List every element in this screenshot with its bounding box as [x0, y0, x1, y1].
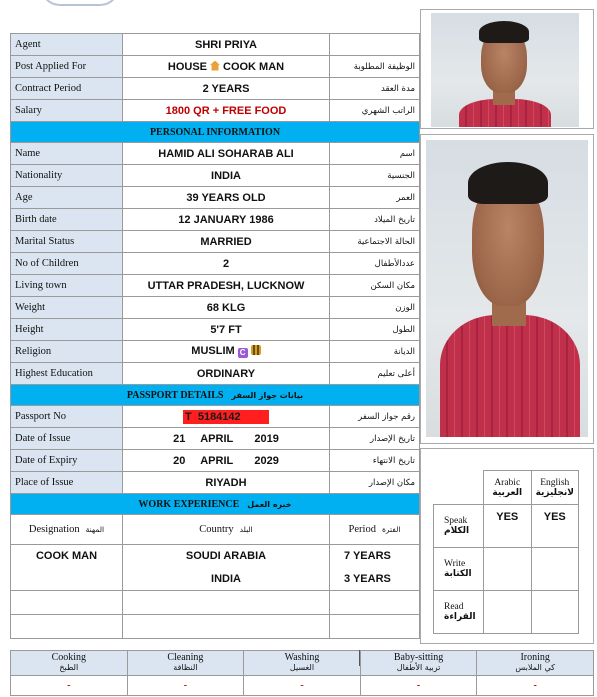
field-label: Contract Period [11, 78, 123, 100]
arabic-level: YES [484, 505, 532, 548]
skill-en: Write [444, 559, 466, 569]
passport-number: T 5184142 [183, 410, 269, 424]
passport-row [11, 472, 420, 494]
field-label-ar: الديانة [330, 341, 420, 363]
skill-name [11, 651, 128, 676]
field-value-text: HAMID ALI SOHARAB ALI [158, 147, 294, 160]
field-value-text: 5'7 FT [210, 323, 242, 336]
work-period: 7 YEARS [330, 545, 420, 568]
personal-rows [11, 143, 420, 385]
field-value [123, 165, 330, 187]
language-rows [434, 505, 579, 634]
field-label-ar: العمر [330, 187, 420, 209]
passport-row [11, 428, 420, 450]
field-value [123, 143, 330, 165]
lang-en: Arabic [494, 477, 521, 488]
field-value-text: 12 JANUARY 1986 [178, 213, 274, 226]
skill-name [244, 651, 361, 676]
lang-ar: لانجليزية [535, 487, 574, 498]
field-value-text: 21 APRIL 2019 [173, 432, 279, 445]
personal-row [11, 363, 420, 385]
salary-value: 1800 QR + FREE FOOD [123, 100, 330, 122]
work-country: SOUDI ARABIA [123, 545, 330, 568]
field-label: Agent [11, 34, 123, 56]
lang-ar: العربية [492, 487, 523, 498]
section-personal [11, 122, 420, 143]
period-label-ar: الفترة [381, 525, 401, 534]
field-value [123, 428, 330, 450]
personal-row [11, 231, 420, 253]
work-designation [11, 615, 123, 639]
work-header-row [11, 515, 420, 545]
field-value-text: 39 YEARS OLD [186, 191, 266, 204]
personal-row [11, 253, 420, 275]
field-label-ar: الوزن [330, 297, 420, 319]
field-value-text: 2 [222, 257, 230, 270]
field-value [123, 406, 330, 428]
work-designation [11, 591, 123, 615]
c-badge-icon: C [238, 348, 248, 358]
agent-value: SHRI PRIYA [123, 34, 330, 56]
field-value [123, 275, 330, 297]
field-label: Name [11, 143, 123, 165]
field-label-ar: تاريخ الانتهاء [330, 450, 420, 472]
field-value-text: MARRIED [200, 235, 252, 248]
skill-value: - [244, 676, 361, 696]
skill-value: - [477, 676, 594, 696]
skill-ar: النظافة [173, 663, 198, 672]
work-rows [11, 545, 420, 639]
skill-ar: كي الملابس [515, 663, 555, 672]
section-passport [11, 385, 420, 406]
field-label: Post Applied For [11, 56, 123, 78]
personal-row [11, 297, 420, 319]
field-label-ar: تاريخ الميلاد [330, 209, 420, 231]
work-period [330, 591, 420, 615]
field-label-ar: رقم جواز السفر [330, 406, 420, 428]
skill-en: Ironing [520, 652, 550, 663]
designation-header [11, 515, 123, 545]
large-photo-frame [420, 134, 594, 444]
skills-name-row [11, 651, 594, 676]
field-value-text: 68 KLG [206, 301, 246, 314]
language-table [433, 470, 579, 634]
field-label: Height [11, 319, 123, 341]
language-skill [434, 548, 484, 591]
field-value [123, 297, 330, 319]
field-label-ar: الراتب الشهري [330, 100, 420, 122]
skill-name [360, 651, 477, 676]
skill-en: Cleaning [167, 652, 204, 663]
details-table [10, 33, 420, 515]
field-label: Marital Status [11, 231, 123, 253]
language-corner [434, 471, 484, 505]
english-level: YES [531, 505, 579, 548]
logo-arc [40, 0, 120, 6]
language-header-row [434, 471, 579, 505]
skill-en: Cooking [51, 652, 87, 663]
period-label: Period [348, 524, 376, 535]
work-designation [11, 568, 123, 591]
house-icon [210, 61, 220, 71]
section-work [11, 494, 420, 515]
skill-ar: الطبخ [59, 663, 79, 672]
work-country: INDIA [123, 568, 330, 591]
field-label: Passport No [11, 406, 123, 428]
country-header [123, 515, 330, 545]
field-row-agent [11, 34, 420, 56]
skill-en: Baby-sitting [393, 652, 444, 663]
personal-row [11, 209, 420, 231]
field-row-contract [11, 78, 420, 100]
field-label: Nationality [11, 165, 123, 187]
lang-col-english [531, 471, 579, 505]
field-value [123, 319, 330, 341]
portrait-photo-small [431, 13, 579, 127]
field-label-ar: مدة العقد [330, 78, 420, 100]
field-label-ar: أعلى تعليم [330, 363, 420, 385]
field-value [123, 253, 330, 275]
skill-ar: القراءة [444, 612, 476, 622]
language-skill [434, 505, 484, 548]
field-label: Living town [11, 275, 123, 297]
work-row [11, 568, 420, 591]
field-label-ar: اسم [330, 143, 420, 165]
field-label-ar: الوظيفة المطلوبة [330, 56, 420, 78]
field-label-ar: مكان الإصدار [330, 472, 420, 494]
work-country [123, 615, 330, 639]
country-label-ar: البلد [239, 525, 253, 534]
field-label: Age [11, 187, 123, 209]
field-row-post [11, 56, 420, 78]
field-label: Salary [11, 100, 123, 122]
work-header: WORK EXPERIENCE [138, 498, 240, 510]
field-label-ar: الطول [330, 319, 420, 341]
skill-ar: الكلام [444, 526, 470, 536]
field-value-text: INDIA [211, 169, 241, 182]
skill-name [477, 651, 594, 676]
english-level [531, 591, 579, 634]
language-row [434, 505, 579, 548]
section-header: PERSONAL INFORMATION [11, 122, 420, 143]
work-header-ar: خبره العمل [247, 499, 292, 509]
field-label: No of Children [11, 253, 123, 275]
field-row-salary [11, 100, 420, 122]
personal-row [11, 165, 420, 187]
personal-row [11, 319, 420, 341]
small-photo-frame [420, 9, 594, 129]
lang-col-arabic [484, 471, 532, 505]
field-value [123, 450, 330, 472]
skill-en: Speak [444, 516, 468, 526]
passport-row [11, 406, 420, 428]
field-label-ar [330, 34, 420, 56]
passport-rows [11, 406, 420, 494]
passport-header-ar: بيانات جواز السفر [231, 390, 304, 400]
work-designation: COOK MAN [11, 545, 123, 568]
portrait-photo-large [426, 140, 588, 437]
grid-icon [251, 345, 261, 355]
personal-row [11, 187, 420, 209]
contract-value: 2 YEARS [123, 78, 330, 100]
period-header [330, 515, 420, 545]
field-value [123, 363, 330, 385]
field-value [123, 472, 330, 494]
skill-en: Read [444, 602, 464, 612]
field-label-ar: عددالأطفال [330, 253, 420, 275]
field-label-ar: الحالة الاجتماعية [330, 231, 420, 253]
work-period [330, 615, 420, 639]
designation-label: Designation [28, 524, 80, 535]
post-value [123, 56, 330, 78]
field-label: Date of Issue [11, 428, 123, 450]
skill-ar: الكتابة [444, 569, 472, 579]
language-skill [434, 591, 484, 634]
skill-ar: الغسيل [289, 663, 315, 672]
skill-value: - [11, 676, 128, 696]
work-row [11, 615, 420, 639]
field-label: Place of Issue [11, 472, 123, 494]
language-row [434, 591, 579, 634]
personal-row [11, 143, 420, 165]
field-value [123, 209, 330, 231]
field-value-text: MUSLIM [191, 345, 235, 357]
field-value [123, 341, 330, 363]
field-label: Highest Education [11, 363, 123, 385]
passport-header: PASSPORT DETAILS [126, 389, 224, 401]
work-country [123, 591, 330, 615]
work-row [11, 591, 420, 615]
language-row [434, 548, 579, 591]
field-value-text: 20 APRIL 2029 [173, 454, 279, 467]
personal-row [11, 341, 420, 363]
lang-en: English [540, 477, 570, 488]
skill-value: - [360, 676, 477, 696]
field-value [123, 231, 330, 253]
designation-label-ar: المهنة [85, 525, 105, 534]
field-label: Birth date [11, 209, 123, 231]
section-header [11, 385, 420, 406]
country-label: Country [199, 524, 234, 535]
field-label: Date of Expiry [11, 450, 123, 472]
skill-value: - [127, 676, 244, 696]
arabic-level [484, 591, 532, 634]
work-period: 3 YEARS [330, 568, 420, 591]
divider-tick [359, 650, 360, 666]
skill-name [127, 651, 244, 676]
field-label-ar: الجنسية [330, 165, 420, 187]
field-label-ar: مكان السكن [330, 275, 420, 297]
skill-en: Washing [284, 652, 320, 663]
skills-value-row [11, 676, 594, 696]
passport-row [11, 450, 420, 472]
arabic-level [484, 548, 532, 591]
work-row [11, 545, 420, 568]
english-level [531, 548, 579, 591]
personal-row [11, 275, 420, 297]
post-value-a: HOUSE [167, 60, 207, 73]
skills-table [10, 650, 594, 696]
section-header [11, 494, 420, 515]
field-value [123, 187, 330, 209]
field-label: Religion [11, 341, 123, 363]
field-label: Weight [11, 297, 123, 319]
field-value-text: ORDINARY [196, 367, 256, 380]
field-value-text: RIYADH [205, 476, 247, 489]
post-value-b: COOK MAN [223, 60, 285, 73]
work-experience-table [10, 514, 420, 639]
field-label-ar: تاريخ الإصدار [330, 428, 420, 450]
skill-ar: تربية الأطفال [396, 663, 441, 672]
field-value-text: UTTAR PRADESH, LUCKNOW [147, 279, 305, 292]
